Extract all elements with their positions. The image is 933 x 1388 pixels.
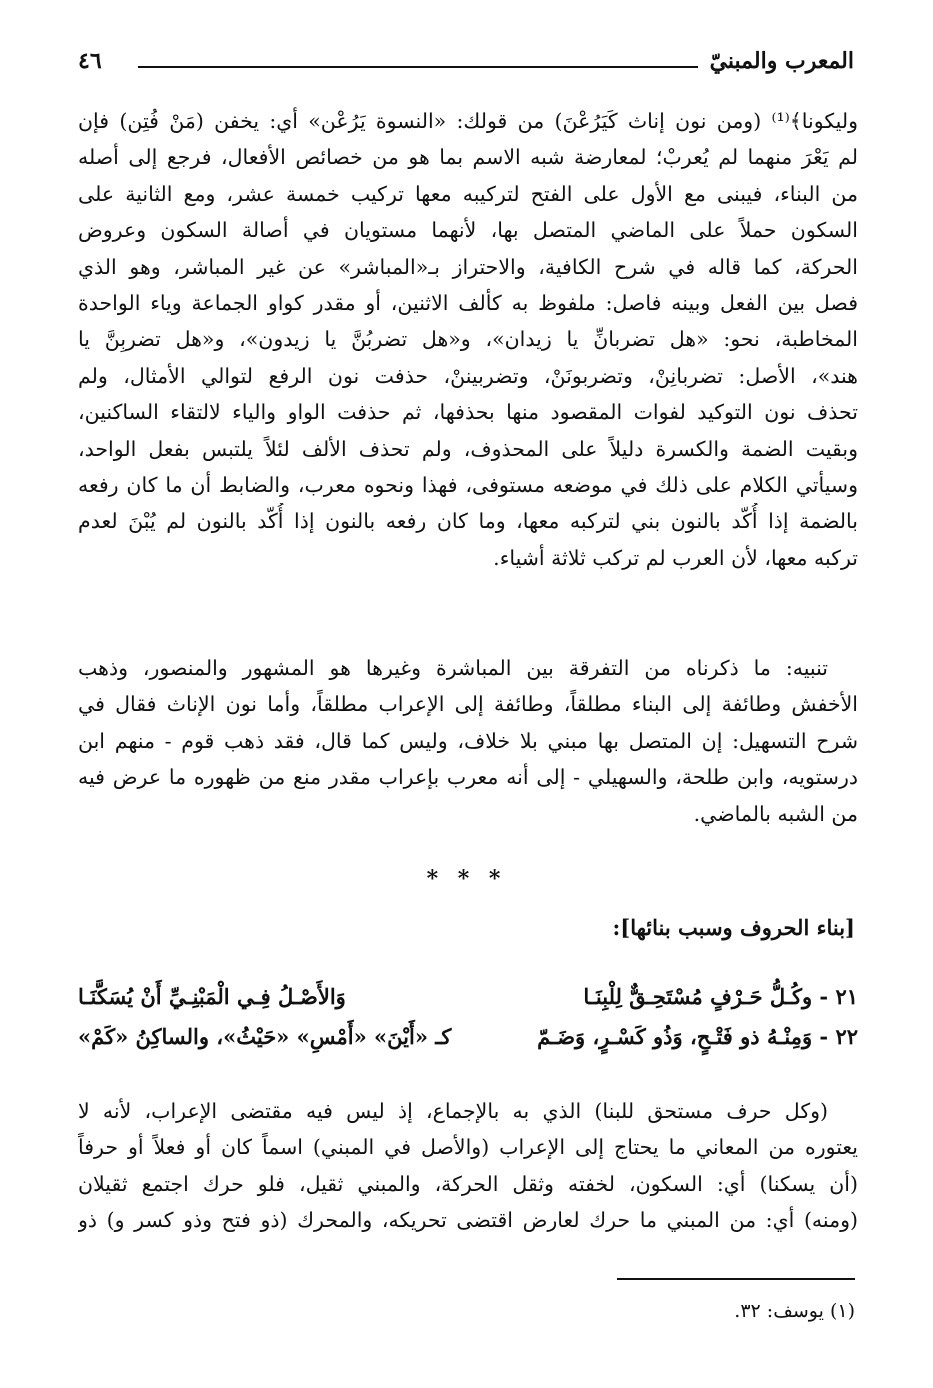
footnote: (١) يوسف: ٣٢. bbox=[734, 1300, 855, 1322]
text-line: (وكل حرف مستحق للبنا) الذي به بالإجماع، إذ ليس فيه مقتضى الإعراب، لأنه لا bbox=[78, 1099, 828, 1123]
commentary-paragraph bbox=[78, 1093, 858, 1239]
text-line: شرح التسهيل: إن المتصل بها مبني بلا خلاف، وليس كما قال، فقد ذهب قوم - منهم ابن bbox=[78, 728, 858, 753]
text-line: المخاطبة، نحو: «هل تضربانِّ يا زيدان»، و«هل تضربُنَّ يا زيدون»، و«هل تضربِنَّ يا bbox=[78, 327, 858, 352]
text-line: (ومنه) أي: من المبني ما حرك لعارض اقتضى تحريكه، والمحرك (ذو فتح وذو كسر و) ذو bbox=[78, 1208, 858, 1233]
text-line: تركبه معها، لأن العرب لم تركب ثلاثة أشياء. bbox=[493, 545, 858, 570]
text-line: فصل بين الفعل وبينه فاصل: ملفوظ به كألف الاثنين، أو مقدر كواو الجماعة وياء الواحدة bbox=[78, 290, 858, 315]
text-line: الحركة، كما قاله في شرح الكافية، والاحتراز بـ«المباشر» عن غير المباشر، وهو الذي bbox=[78, 254, 858, 279]
verse-first-hemistich: ٢١ - وكُـلُّ حَـرْفٍ مُسْتَحِـقٌّ لِلْبِنَـا bbox=[583, 984, 858, 1009]
footnote-rule bbox=[617, 1278, 855, 1280]
verse-second-hemistich: كـ «أَيْنَ» «أَمْسِ» «حَيْثُ»، والساكِنُ «كَمْ» bbox=[78, 1024, 452, 1049]
verse-line bbox=[78, 1020, 858, 1060]
text-line: (أن يسكنا) أي: السكون، لخفته وثقل الحركة، والمبني ثقيل، فلو حرك اجتمع ثقيلان bbox=[78, 1171, 858, 1196]
text-line: تحذف نون التوكيد لفوات المقصود منها بحذفها، ثم حذفت الواو والياء لالتقاء الساكنين، bbox=[78, 400, 858, 425]
page-number: ٤٦ bbox=[78, 48, 102, 74]
verse-first-hemistich: ٢٢ - وَمِنْـهُ ذو فَتْـحٍ، وَذُو كَسْـرٍ، وَضَـمّ bbox=[537, 1024, 858, 1049]
verse-second-hemistich: وَالأَصْـلُ فِـي الْمَبْنِـيِّ أَنْ يُسَكَّنَـا bbox=[78, 984, 346, 1009]
text-line: الأخفش وطائفة إلى البناء مطلقاً، وطائفة إلى الإعراب مطلقاً، وأما نون الإناث فقال في bbox=[78, 692, 858, 717]
verse-block bbox=[78, 980, 858, 1060]
text-line: من البناء، فيبنى مع الأول على الفتح لتركيبه معها تركيب خمسة عشر، ومع الثانية على bbox=[78, 181, 858, 206]
section-separator: * * * bbox=[426, 866, 507, 892]
text-line: وبقيت الضمة والكسرة دليلاً على المحذوف، ولم تحذف الألف لئلاً يلتبس بفعل الواحد، bbox=[78, 436, 858, 461]
verse-line bbox=[78, 980, 858, 1020]
text-line: تنبيه: ما ذكرناه من التفرقة بين المباشرة وغيرها هو المشهور والمنصور، وذهب bbox=[78, 656, 828, 680]
text-line: بالضمة إذا أُكّد بالنون بني لتركبه معها، وما كان رفعه بالنون إذا أُكّد بالنون لم يُبْنَ لعدم bbox=[78, 509, 858, 534]
text-line: وسيأتي الكلام على ذلك في موضعه مستوفى، فهذا ونحوه معرب، والضابط أن ما كان رفعه bbox=[78, 472, 858, 497]
text-line: هند»، الأصل: تضربانِنْ، وتضربونَنْ، وتضربيننْ، حذفت نون الرفع لتوالي الأمثال، ولم bbox=[78, 363, 858, 388]
header-rule bbox=[138, 66, 698, 68]
page-header bbox=[78, 44, 858, 84]
text-line: وليكونا﴾⁽¹⁾ (ومن نون إناث كَيَرُعْنَ) من قولك: «النسوة يَرُعْن» أي: يخفن (مَنْ فُتِن) فإن bbox=[78, 109, 858, 133]
main-paragraph bbox=[78, 103, 858, 576]
text-line: من الشبه بالماضي. bbox=[693, 801, 858, 826]
text-line: درستويه، وابن طلحة، والسهيلي - إلى أنه معرب بإعراب مقدر منع من ظهوره ما عرض فيه bbox=[78, 765, 858, 790]
text-line: يعتوره من المعاني ما يحتاج إلى الإعراب (والأصل في المبني) اسماً كان أو فعلاً أو حرفاً bbox=[78, 1135, 858, 1160]
note-paragraph bbox=[78, 650, 858, 832]
section-heading: [بناء الحروف وسبب بنائها]: bbox=[612, 915, 855, 940]
text-line: السكون حملاً على الماضي المتصل بها، لأنهما مستويان في أصالة السكون وعروض bbox=[78, 218, 858, 243]
text-line: لم يَعْرَ منهما لم يُعربْ؛ لمعارضة شبه الاسم بما هو من خصائص الأفعال، فرجع إلى أصله bbox=[78, 145, 858, 170]
running-title: المعرب والمبنيّ bbox=[709, 48, 854, 74]
